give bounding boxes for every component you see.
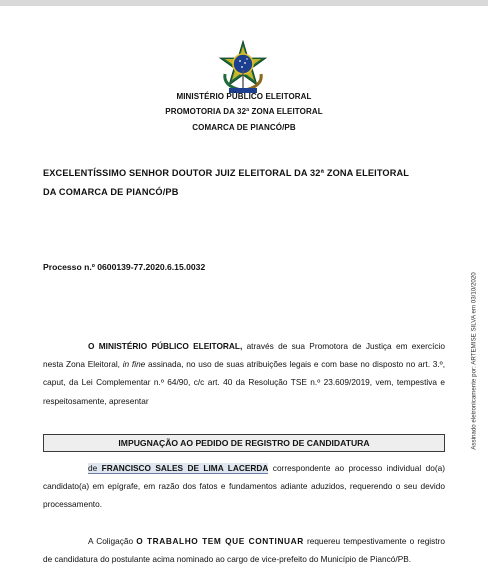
addressee-line-2: DA COMARCA DE PIANCÓ/PB — [43, 187, 179, 197]
coalition-paragraph — [43, 532, 445, 568]
addressee-line-1: EXCELENTÍSSIMO SENHOR DOUTOR JUIZ ELEITORAL DA 32ª ZONA ELEITORAL — [43, 168, 410, 178]
document-page — [0, 6, 488, 587]
side-note-text: Assinado eletronicamente por: ARTEMISE SILVA em 03/10/2020 — [470, 272, 478, 450]
header-comarca: COMARCA DE PIANCÓ/PB — [192, 123, 296, 132]
coalition-text: requereu tempestivamente o registro de candidatura do postulante acima nominado ao cargo de vice-prefeito do Município de Piancó/PB. — [43, 536, 445, 565]
defendant-prefix: de — [88, 463, 102, 473]
header-promotoria: PROMOTORIA DA 32ª ZONA ELEITORAL — [165, 107, 323, 116]
intro-paragraph — [43, 337, 445, 410]
petition-title: IMPUGNAÇÃO AO PEDIDO DE REGISTRO DE CANDIDATURA — [43, 434, 445, 452]
defendant-paragraph — [43, 459, 445, 514]
signature-side-note — [466, 241, 482, 481]
intro-text-a: através de sua Promotora de Justiça em exercício nesta Zona Eleitoral, — [43, 341, 445, 370]
coalition-prefix: A Coligação — [88, 536, 137, 546]
intro-bold-lead: O MINISTÉRIO PÚBLICO ELEITORAL, — [88, 341, 243, 351]
brazil-coat-of-arms-icon — [217, 40, 269, 94]
defendant-text: correspondente ao processo individual do(a) candidato(a) em epígrafe, em razão dos fatos e fundamentos adiante aduzidos, requerendo o seu devido processamento. — [43, 463, 445, 510]
header-ministry: MINISTÉRIO PÚBLICO ELEITORAL — [176, 92, 312, 101]
intro-text-b: assinada, no uso de suas atribuições legais e com base no disposto no art. 3.º, caput, da Lei Complementar n.º 64/90, c/c art. 40 da Resolução TSE n.º 23.609/2019, vem, tempestiva e respeitosamente, apresentar — [43, 359, 445, 406]
intro-italic: in fine — [122, 359, 146, 370]
coalition-name: O TRABALHO TEM QUE CONTINUAR — [136, 536, 304, 546]
defendant-name: FRANCISCO SALES DE LIMA LACERDA — [101, 463, 269, 473]
process-number: Processo n.º 0600139-77.2020.6.15.0032 — [43, 262, 206, 272]
